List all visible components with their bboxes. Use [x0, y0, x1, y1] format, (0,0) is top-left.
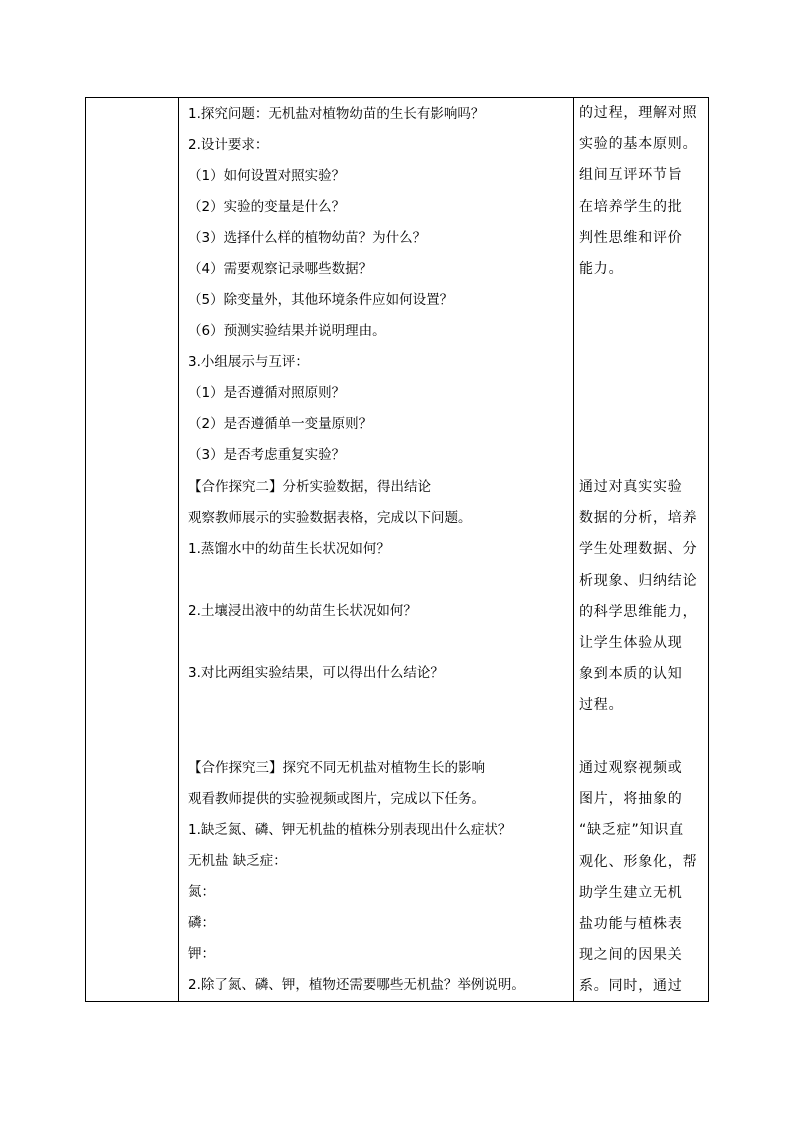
content-line: （1）如何设置对照实验？: [188, 168, 346, 184]
note-line: 观化、形象化，帮: [579, 853, 698, 870]
blank-line: [188, 689, 472, 720]
note-line: 组间互评环节旨: [579, 167, 683, 184]
note-line: “缺乏症”知识直: [579, 822, 684, 839]
section-3-note: [579, 753, 703, 1003]
table-border-right: [708, 97, 709, 1002]
section-3-content: [188, 753, 525, 1001]
blank-line: [188, 627, 472, 658]
content-line: 1.缺乏氮、磷、钾无机盐的植株分别表现出什么症状？: [188, 822, 512, 838]
content-line: 2.土壤浸出液中的幼苗生长状况如何？: [188, 603, 417, 619]
note-line: 现之间的因果关: [579, 947, 683, 964]
note-line: 判性思维和评价: [579, 229, 683, 246]
note-line: 数据的分析，培养: [579, 510, 698, 527]
note-line: 的科学思维能力，: [579, 603, 698, 620]
table-border-col2: [573, 97, 574, 1002]
note-line: 让学生体验从现: [579, 634, 683, 651]
note-line: 能力。: [579, 260, 624, 277]
note-line: 通过观察视频或: [579, 760, 683, 776]
note-line: 象到本质的认知: [579, 666, 683, 683]
table-border-col1: [178, 97, 179, 1002]
content-line: 钾：: [188, 946, 215, 962]
content-line: 观看教师提供的实验视频或图片，完成以下任务。: [188, 791, 485, 807]
content-line: （6）预测实验结果并说明理由。: [188, 323, 386, 339]
content-line: 观察教师展示的实验数据表格，完成以下问题。: [188, 510, 472, 526]
table-border-left: [85, 97, 86, 1002]
note-line: 盐功能与植株表: [579, 915, 683, 932]
note-line: 学生处理数据、分: [579, 541, 698, 558]
content-line: （3）选择什么样的植物幼苗？为什么？: [188, 230, 427, 246]
content-line: 1.探究问题：无机盐对植物幼苗的生长有影响吗？: [188, 106, 485, 122]
content-line: 氮：: [188, 884, 215, 900]
blank-line: [188, 565, 472, 596]
section-1-note: [579, 98, 703, 285]
content-line: （2）是否遵循单一变量原则？: [188, 416, 373, 432]
content-line: 磷：: [188, 915, 215, 931]
content-line: （5）除变量外，其他环境条件应如何设置？: [188, 292, 454, 308]
note-line: 图片，将抽象的: [579, 791, 683, 808]
content-line: （4）需要观察记录哪些数据？: [188, 261, 373, 277]
content-line: 2.设计要求：: [188, 137, 269, 153]
note-line: 析现象、归纳结论: [579, 572, 698, 589]
note-line: 实验的基本原则。: [579, 136, 698, 153]
content-line: 无机盐 缺乏症：: [188, 853, 287, 869]
section-2-content: [188, 472, 472, 751]
content-line: （2）实验的变量是什么？: [188, 199, 346, 215]
section-1-content: [188, 99, 484, 471]
note-line: 通过对真实实验: [579, 479, 683, 495]
content-line: 3.小组展示与互评：: [188, 354, 309, 370]
section-heading: 【合作探究三】探究不同无机盐对植物生长的影响: [188, 760, 485, 776]
content-line: 3.对比两组实验结果，可以得出什么结论？: [188, 665, 444, 681]
content-line: 1.蒸馏水中的幼苗生长状况如何？: [188, 541, 390, 557]
section-2-note: [579, 472, 703, 722]
note-line: 助学生建立无机: [579, 884, 683, 901]
note-line: 过程。: [579, 697, 624, 714]
section-heading: 【合作探究二】分析实验数据，得出结论: [188, 479, 431, 495]
note-line: 的过程，理解对照: [579, 105, 698, 121]
note-line: 在培养学生的批: [579, 198, 683, 215]
blank-line: [188, 720, 472, 751]
note-line: 系。同时，通过: [579, 978, 683, 995]
content-line: 2.除了氮、磷、钾，植物还需要哪些无机盐？举例说明。: [188, 977, 525, 993]
content-line: （3）是否考虑重复实验？: [188, 447, 346, 463]
content-line: （1）是否遵循对照原则？: [188, 385, 346, 401]
